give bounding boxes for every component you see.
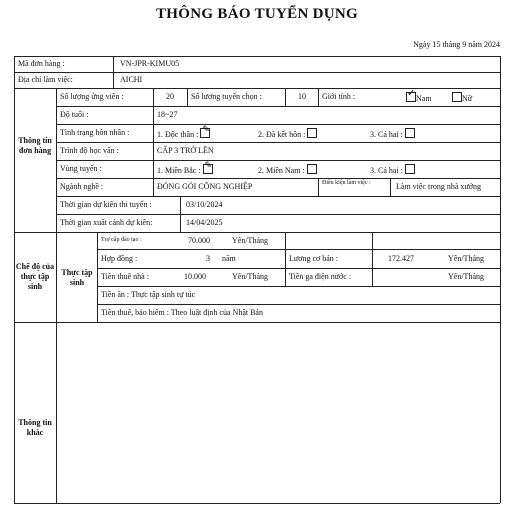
south-checkbox-icon[interactable] — [307, 164, 317, 174]
married-checkbox-icon[interactable] — [307, 128, 317, 138]
rent-label: Tiền thuê nhà : — [101, 272, 149, 281]
marital-label: Tình trạng hôn nhân : — [60, 128, 130, 137]
candidates-label: Số lượng ứng viên : — [60, 92, 124, 101]
work-address-value: AICHI — [120, 75, 143, 84]
both-region-checkbox-icon[interactable] — [405, 164, 415, 174]
food-info: Tiền ăn : Thực tập sinh tự túc — [101, 290, 196, 299]
section-order-info: Thông tin đơn hàng — [18, 136, 52, 155]
region-south-option[interactable] — [258, 164, 317, 176]
female-label: Nữ — [462, 94, 473, 103]
marital-both-label: 3. Cả hai : — [370, 130, 403, 139]
training-allowance-label: Trợ cấp đào tạo : — [101, 237, 142, 243]
utilities-label: Tiền ga điện nước : — [289, 272, 352, 281]
gender-male-option[interactable] — [406, 92, 432, 104]
salary-value: 172.427 — [388, 254, 414, 263]
region-south-label: 2. Miền Nam : — [258, 166, 305, 175]
selected-value: 10 — [298, 92, 306, 101]
rent-unit: Yên/Tháng — [232, 272, 268, 281]
exam-date-label: Thời gian dự kiến thi tuyển : — [60, 200, 152, 209]
both-marital-checkbox-icon[interactable] — [405, 128, 415, 138]
training-allowance-unit: Yên/Tháng — [232, 236, 268, 245]
education-label: Trình độ học vấn : — [60, 146, 119, 155]
rent-value: 10.000 — [184, 272, 206, 281]
salary-unit: Yên/Tháng — [448, 254, 484, 263]
section-intern-sub: Thực tập sinh — [61, 268, 93, 287]
page-title: THÔNG BÁO TUYỂN DỤNG — [156, 6, 358, 22]
conditions-value: Làm việc trong nhà xưởng — [396, 182, 481, 191]
contract-unit: năm — [222, 254, 236, 263]
job-label: Ngành nghề : — [60, 182, 104, 191]
marital-married-option[interactable] — [258, 128, 317, 140]
region-label: Vùng tuyển : — [60, 164, 102, 173]
departure-label: Thời gian xuất cảnh dự kiến: — [60, 218, 153, 227]
region-north-option[interactable] — [157, 164, 213, 176]
notice-date: Ngày 15 tháng 9 năm 2024 — [413, 40, 500, 49]
north-checkbox-icon[interactable] — [203, 164, 213, 174]
utilities-unit: Yên/Tháng — [448, 272, 484, 281]
region-both-option[interactable] — [370, 164, 415, 176]
single-checkbox-icon[interactable] — [200, 128, 210, 138]
age-label: Độ tuổi : — [60, 110, 89, 119]
training-allowance-value: 70.000 — [188, 236, 210, 245]
contract-value: 3 — [206, 254, 210, 263]
exam-date-value: 03/10/2024 — [186, 200, 223, 209]
work-address-label: Địa chỉ làm việc: — [18, 75, 73, 84]
gender-label: Giới tính : — [322, 92, 356, 101]
departure-value: 14/04/2025 — [186, 218, 223, 227]
salary-label: Lương cơ bản : — [289, 254, 339, 263]
male-label: Nam — [416, 94, 432, 103]
section-other-info: Thông tin khác — [18, 418, 52, 437]
contract-label: Hợp đồng : — [101, 254, 138, 263]
education-value: CẤP 3 TRỞ LÊN — [157, 146, 214, 155]
female-checkbox-icon[interactable] — [452, 92, 462, 102]
section-intern-regime: Chế độ của thực tập sinh — [15, 262, 55, 291]
tax-info: Tiền thuế, bảo hiểm : Theo luật định của Nhật Bản — [101, 308, 263, 317]
marital-married-label: 2. Đã kết hôn : — [258, 130, 306, 139]
region-north-label: 1. Miền Bắc : — [157, 166, 201, 175]
marital-single-label: 1. Độc thân : — [157, 130, 199, 139]
candidates-value: 20 — [166, 92, 174, 101]
selected-label: Số lượng tuyển chọn : — [191, 92, 262, 101]
gender-female-option[interactable] — [452, 92, 472, 104]
order-code-label: Mã đơn hàng : — [18, 59, 65, 68]
order-code-value: VN-JPR-KIMU05 — [120, 59, 180, 68]
conditions-label: Điều kiện làm việc : — [322, 180, 371, 186]
marital-single-option[interactable] — [157, 128, 210, 140]
male-checkbox-icon[interactable] — [406, 92, 416, 102]
region-both-label: 3. Cả hai : — [370, 166, 403, 175]
age-value: 18~27 — [157, 110, 178, 119]
marital-both-option[interactable] — [370, 128, 415, 140]
job-value: ĐÓNG GÓI CÔNG NGHIỆP — [157, 182, 253, 191]
